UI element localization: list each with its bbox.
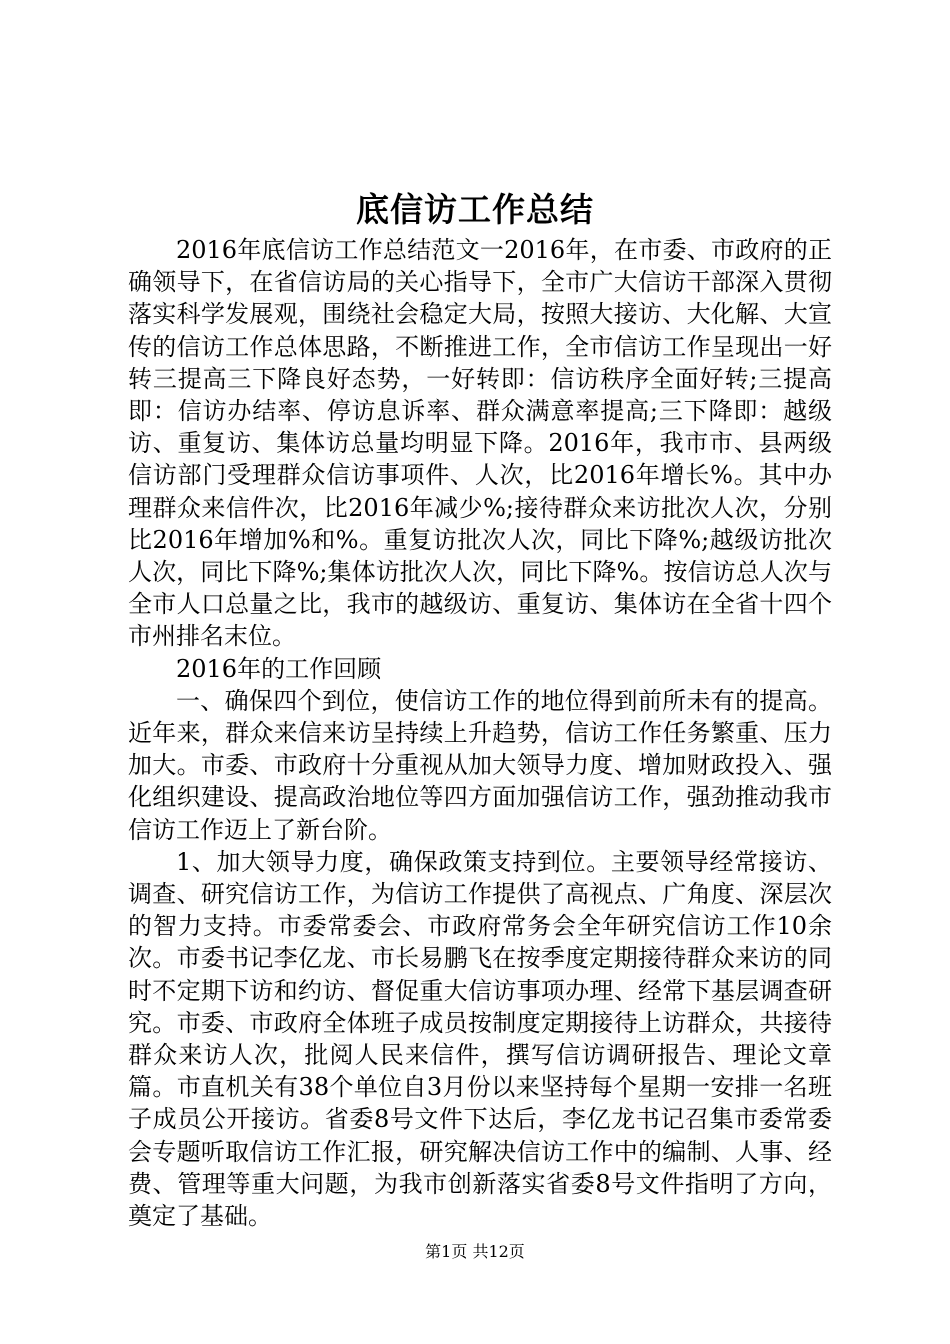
document-body	[128, 234, 832, 1232]
paragraph-item-one: 1、加大领导力度，确保政策支持到位。主要领导经常接访、调查、研究信访工作，为信访工作提供了高视点、广角度、深层次的智力支持。市委常委会、市政府常务会全年研究信访工作10余次。市委书记李亿龙、市长易鹏飞在按季度定期接待群众来访的同时不定期下访和约访、督促重大信访事项办理、经常下基层调查研究。市委、市政府全体班子成员按制度定期接待上访群众，共接待群众来访人次，批阅人民来信件，撰写信访调研报告、理论文章篇。市直机关有38个单位自3月份以来坚持每个星期一安排一名班子成员公开接访。省委8号文件下达后，李亿龙书记召集市委常委会专题听取信访工作汇报，研究解决信访工作中的编制、人事、经费、管理等重大问题，为我市创新落实省委8号文件指明了方向，奠定了基础。	[128, 847, 832, 1231]
paragraph-section-one: 一、确保四个到位，使信访工作的地位得到前所未有的提高。近年来，群众来信来访呈持续上升趋势，信访工作任务繁重、压力加大。市委、市政府十分重视从加大领导力度、增加财政投入、强化组织建设、提高政治地位等四方面加强信访工作，强劲推动我市信访工作迈上了新台阶。	[128, 686, 832, 844]
page-number-footer: 第1页 共12页	[425, 1242, 525, 1261]
paragraph-summary: 2016年底信访工作总结范文一2016年，在市委、市政府的正确领导下，在省信访局的关心指导下，全市广大信访干部深入贯彻落实科学发展观，围绕社会稳定大局，按照大接访、大化解、大宣传的信访工作总体思路，不断推进工作，全市信访工作呈现出一好转三提高三下降良好态势，一好转即：信访秩序全面好转;三提高即：信访办结率、停访息诉率、群众满意率提高;三下降即：越级访、重复访、集体访总量均明显下降。2016年，我市市、县两级信访部门受理群众信访事项件、人次，比2016年增长%。其中办理群众来信件次，比2016年减少%;接待群众来访批次人次，分别比2016年增加%和%。重复访批次人次，同比下降%;越级访批次人次，同比下降%;集体访批次人次，同比下降%。按信访总人次与全市人口总量之比，我市的越级访、重复访、集体访在全省十四个市州排名末位。	[128, 236, 832, 651]
paragraph-review-heading: 2016年的工作回顾	[176, 654, 382, 683]
document-title: 底信访工作总结	[356, 190, 594, 229]
